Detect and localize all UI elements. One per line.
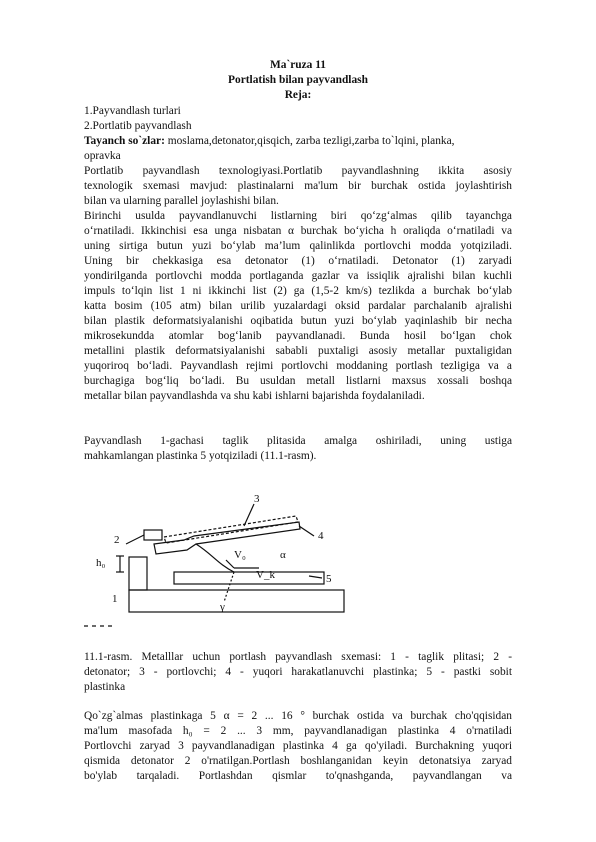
para4-line: qismida detonator 2 o'rnatilgan.Portlash boshlanganidan keyin detonatsiya zaryad xyxy=(84,755,512,767)
label-alpha: α xyxy=(280,549,286,561)
para2-line: impuls to‘lqin list 1 ni ikkinchi list (2) ga (1,5-2 km/s) tezlikda a burchak bo‘ylab xyxy=(84,285,512,297)
label-2: 2 xyxy=(114,534,120,546)
para2-line: o‘rnatiladi. Ikkinchisi esa unga nisbatan α burchak bo‘yicha h oraliqda o‘rnatiladi va xyxy=(84,225,512,237)
caption-line: plastinka xyxy=(84,681,126,693)
keywords-cont: opravka xyxy=(84,150,121,162)
para2-line: Uning bir chekkasiga esa detonator (1) o‘rnatiladi. Detonator (1) zaryadi xyxy=(84,255,512,267)
para2-line: Birinchi usulda payvandlanuvchi listlarning biri qo‘zg‘almas qilib tayanchga xyxy=(84,210,512,222)
para1-line: texnologik sxemasi mavjud: plastinalarni ma'lum bir burchak ostida joylashtirish xyxy=(84,180,512,192)
label-4: 4 xyxy=(318,530,324,542)
para4-line: Qo`zg`almas plastinkaga 5 α = 2 ... 16 ° burchak ostida va burchak cho'qqisidan xyxy=(84,710,512,722)
para4-line: Portlovchi zaryad 3 payvandlanadigan plastinka 4 ga qo'yiladi. Burchakning yuqori xyxy=(84,740,512,752)
upper-plate xyxy=(154,522,300,554)
label-1: 1 xyxy=(112,593,118,605)
keywords-label: Tayanch so`zlar: xyxy=(84,135,165,147)
para2-line: uning sirtiga butun yuzi bo‘ylab ma’lum qalinlikda portlovchi modda yotqiziladi. xyxy=(84,240,512,252)
lecture-title: Portlatish bilan payvandlash xyxy=(228,74,368,86)
label-3: 3 xyxy=(254,493,260,505)
plan-item-1: 1.Payvandlash turlari xyxy=(84,105,181,117)
keywords-line xyxy=(84,134,512,149)
para2-line: metallar bilan payvandlashda va shu kabi ishlarni bajarishda foydalaniladi. xyxy=(84,390,425,402)
para4-line: ma'lum masofada h₀ = 2 ... 3 mm, payvandlanadigan plastinka 4 o'rnatiladi xyxy=(84,725,512,737)
para3-line: mahkamlangan plastinka 5 yotqiziladi (11.1-rasm). xyxy=(84,450,317,462)
para2-line: yondirilganda portlovchi modda portlaganda gazlar va issiqlik ajralishi bilan kuchli xyxy=(84,270,512,282)
caption-line: 11.1-rasm. Metalllar uchun portlash payvandlash sxemasi: 1 - taglik plitasi; 2 - xyxy=(84,651,512,663)
label-vk: V_k xyxy=(256,569,275,581)
label-v0: V₀ xyxy=(234,549,246,561)
keywords-text: moslama,detonator,qisqich, zarba tezligi,zarba to`lqini, planka, xyxy=(164,135,455,147)
para3-line: Payvandlash 1-gachasi taglik plitasida amalga oshiriladi, uning ustiga xyxy=(84,435,512,447)
label-gamma: γ xyxy=(220,601,225,613)
explosion-welding-diagram xyxy=(84,492,374,632)
para2-line: bilan plastik deformatsiyalanishi oqibatida butun yuzi bo‘ylab yaqinlashib bir necha xyxy=(84,315,512,327)
detonator xyxy=(144,530,162,540)
para2-line: metallini plastik deformatsiyalanishi sababli puxtaligi asosiy metallar puxtaligidan xyxy=(84,345,512,357)
para2-line: yuqoriroq bo‘ladi. Payvandlash rejimi portlovchi moddaning portlash tezligiga va a xyxy=(84,360,512,372)
para2-line: mikrosekundda atomlar bog‘lanib payvandlanadi. Bunda hosil bo‘lgan chok xyxy=(84,330,512,342)
para4-line: bo'ylab tarqaladi. Portlashdan qismlar to'qnashganda, payvandlangan va xyxy=(84,770,512,782)
base-plate xyxy=(129,590,344,612)
para1-line: Portlatib payvandlash texnologiyasi.Portlatib payvandlashning ikkita asosiy xyxy=(84,165,512,177)
label-5: 5 xyxy=(326,573,332,585)
para1-line: bilan va ularning parallel joylashishi bilan. xyxy=(84,195,279,207)
label-h0: h₀ xyxy=(96,557,106,569)
plan-heading: Reja: xyxy=(284,89,312,101)
caption-line: detonator; 3 - portlovchi; 4 - yuqori harakatlanuvchi plastinka; 5 - pastki sobit xyxy=(84,666,512,678)
plan-item-2: 2.Portlatib payvandlash xyxy=(84,120,192,132)
para2-line: burchagiga bog‘liq bo‘ladi. Bu usuldan metall listlarni maxsus xossali boshqa xyxy=(84,375,512,387)
para2-line: katta bosim (105 atm) bilan urilib yuzalardagi oksid pardalar parchalanib ajralishi xyxy=(84,300,512,312)
lecture-number: Ma`ruza 11 xyxy=(270,59,326,71)
lower-plate xyxy=(174,572,324,584)
